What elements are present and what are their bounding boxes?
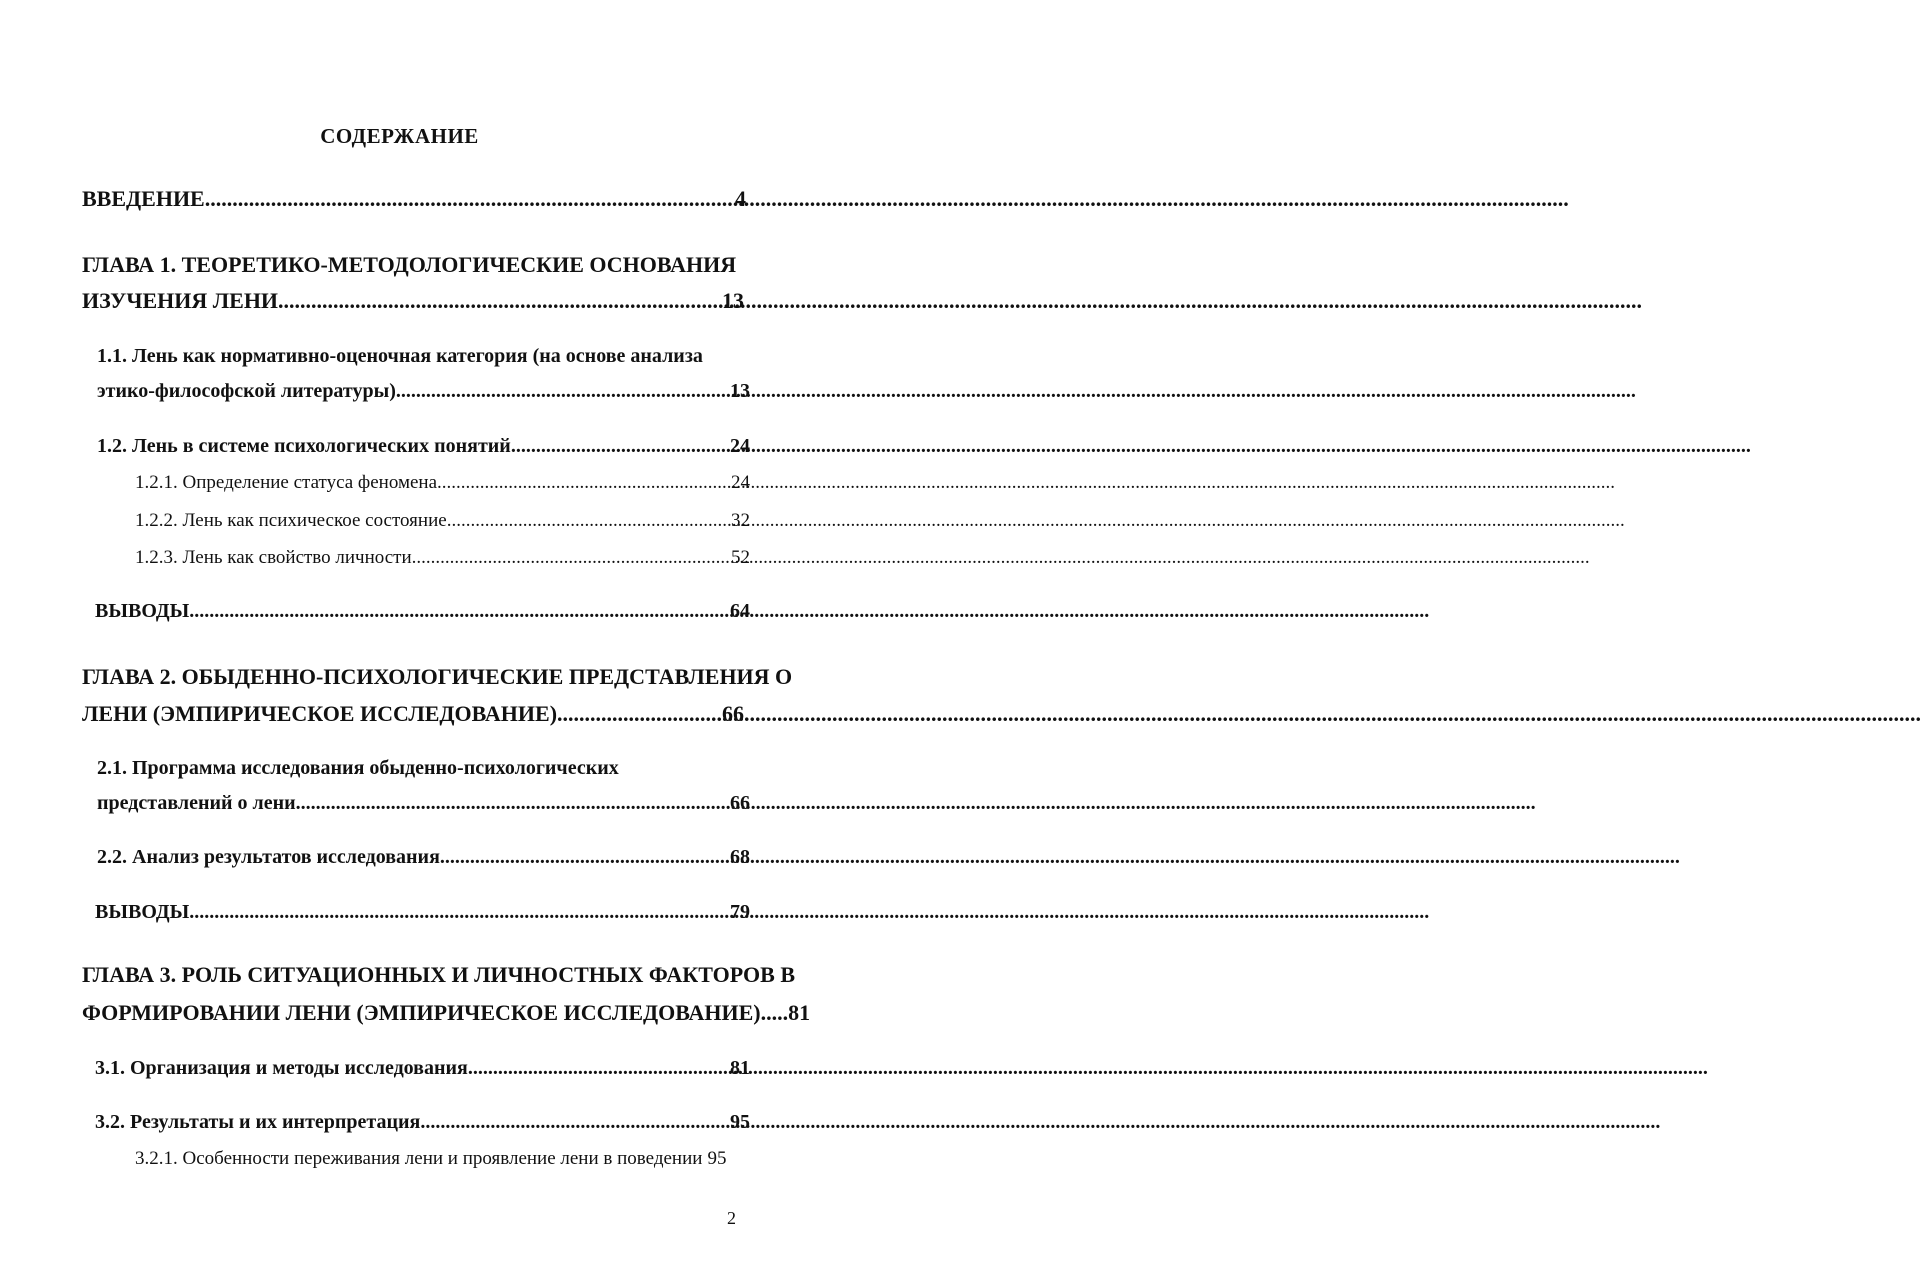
toc-page: 24 (730, 435, 750, 457)
toc-page: 95 (730, 1111, 750, 1133)
toc-label: ВЫВОДЫ (95, 600, 190, 622)
toc-page: 52 (731, 547, 750, 568)
toc-entry-chapter-2[interactable] (82, 701, 744, 731)
dot-leader (440, 846, 730, 869)
toc-page: 64 (730, 600, 750, 622)
dot-leader (511, 435, 730, 458)
dot-leader (420, 1111, 730, 1134)
toc-entry-subsection-1-2-1[interactable] (135, 472, 750, 502)
toc-entry-subsection-1-2-2[interactable] (135, 510, 750, 540)
toc-page: 68 (730, 846, 750, 868)
toc-label: 1.2. Лень в системе психологических понятий (97, 435, 511, 457)
dot-leader (447, 510, 731, 532)
toc-chapter-3-line-1[interactable]: ГЛАВА 3. РОЛЬ СИТУАЦИОННЫХ И ЛИЧНОСТНЫХ ФАКТОРОВ В (82, 962, 795, 987)
toc-page: 66 (730, 792, 750, 814)
page-title: СОДЕРЖАНИЕ (320, 124, 479, 148)
toc-chapter-2-line-1[interactable]: ГЛАВА 2. ОБЫДЕННО-ПСИХОЛОГИЧЕСКИЕ ПРЕДСТАВЛЕНИЯ О (82, 664, 793, 689)
toc-page: 32 (731, 510, 750, 531)
dot-leader (189, 901, 730, 924)
toc-page: 13 (730, 380, 750, 402)
dot-leader (278, 288, 722, 314)
dot-leader (296, 792, 730, 815)
toc-label: представлений о лени (97, 792, 296, 814)
toc-label: этико-философской литературы) (97, 380, 396, 402)
toc-label: 2.2. Анализ результатов исследования (97, 846, 440, 868)
dot-leader (412, 547, 731, 569)
toc-page: 24 (731, 472, 750, 493)
toc-label: 1.2.1. Определение статуса феномена (135, 472, 438, 493)
toc-chapter-1-line-1[interactable]: ГЛАВА 1. ТЕОРЕТИКО-МЕТОДОЛОГИЧЕСКИЕ ОСНОВАНИЯ (82, 252, 737, 277)
toc-label: ФОРМИРОВАНИИ ЛЕНИ (ЭМПИРИЧЕСКОЕ ИССЛЕДОВАНИЕ)..... (82, 1000, 789, 1025)
toc-label: ЛЕНИ (ЭМПИРИЧЕСКОЕ ИССЛЕДОВАНИЕ) (82, 701, 558, 726)
toc-page: 79 (730, 901, 750, 923)
toc-label: ВЫВОДЫ (95, 901, 190, 923)
dot-leader (396, 380, 730, 403)
dot-leader (205, 186, 735, 212)
toc-label: 3.1. Организация и методы исследования (95, 1057, 468, 1079)
toc-page: 66 (722, 701, 744, 726)
dot-leader (468, 1057, 730, 1080)
page-number: 2 (727, 1208, 736, 1228)
toc-section-1-1-line-1[interactable]: 1.1. Лень как нормативно-оценочная категория (на основе анализа (97, 345, 703, 367)
toc-page: 81 (788, 1000, 811, 1025)
toc-page: 13 (722, 288, 744, 313)
toc-label: 3.2.1. Особенности переживания лени и проявление лени в поведении (135, 1148, 703, 1169)
toc-entry-section-3-1[interactable] (95, 1057, 750, 1087)
toc-entry-section-1-1[interactable] (97, 380, 750, 410)
toc-label: 1.2.2. Лень как психическое состояние (135, 510, 447, 531)
toc-label: 3.2. Результаты и их интерпретация (95, 1111, 421, 1133)
toc-entry-section-2-1[interactable] (97, 792, 750, 822)
dot-leader (189, 600, 730, 623)
toc-entry-section-1-2[interactable] (97, 435, 750, 465)
toc-entry-section-3-2[interactable] (95, 1111, 750, 1141)
toc-entry-chapter-1[interactable] (82, 288, 744, 318)
dot-leader (437, 472, 731, 494)
toc-entry-section-2-2[interactable] (97, 846, 750, 876)
toc-entry-subsection-3-2-1[interactable] (135, 1148, 750, 1178)
toc-label: ИЗУЧЕНИЯ ЛЕНИ (82, 288, 279, 313)
document-page (0, 0, 811, 1270)
toc-entry-chapter-3[interactable] (82, 1000, 811, 1030)
toc-section-2-1-line-1[interactable]: 2.1. Программа исследования обыденно-психологических (97, 757, 619, 779)
toc-label: ВВЕДЕНИЕ (82, 186, 205, 211)
toc-page: 4 (735, 186, 746, 211)
toc-entry-conclusions-1[interactable] (95, 600, 750, 630)
toc-label: 1.2.3. Лень как свойство личности (135, 547, 412, 568)
toc-entry-intro[interactable] (82, 186, 746, 216)
dot-leader (557, 701, 722, 727)
toc-page: 81 (730, 1057, 750, 1079)
toc-entry-conclusions-2[interactable] (95, 901, 750, 931)
toc-page: 95 (707, 1148, 727, 1169)
toc-entry-subsection-1-2-3[interactable] (135, 547, 750, 577)
